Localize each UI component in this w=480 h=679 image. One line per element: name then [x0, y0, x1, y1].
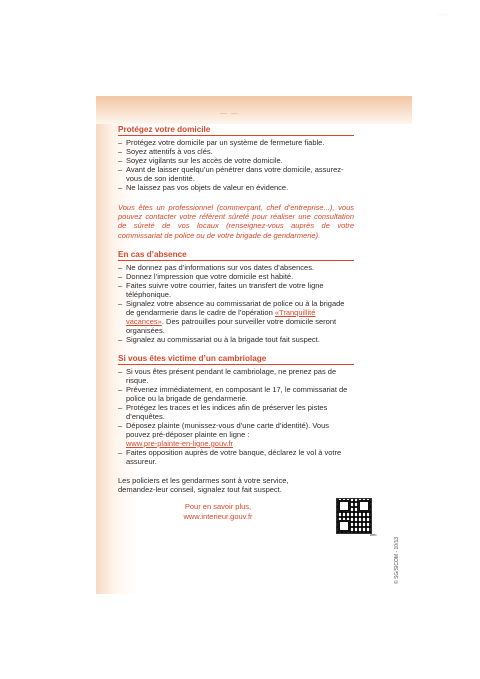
- protect-list: [118, 138, 354, 192]
- closing-text: Les policiers et les gendarmes sont à votre service, demandez-leur conseil, signalez tout fait suspect.: [118, 475, 289, 495]
- list-item: – Faites suivre votre courrier, faites un transfert de votre ligne téléphonique.: [118, 281, 354, 299]
- list-item: – Signalez au commissariat ou à la brigade tout fait suspect.: [118, 335, 354, 344]
- section-title-victim: Si vous êtes victime d’un cambriolage: [118, 354, 354, 365]
- plainte-text: Déposez plainte (munissez-vous d’une carte d’identité). Vous pouvez pré-déposer plainte en ligne :: [126, 420, 330, 439]
- section-title-absence: En cas d’absence: [118, 250, 354, 261]
- leaflet-content: [118, 125, 354, 521]
- list-item: – Ne laissez pas vos objets de valeur en évidence.: [118, 183, 354, 192]
- qr-code[interactable]: [336, 498, 372, 534]
- qr-finder-icon: [338, 520, 350, 532]
- list-item: [118, 299, 354, 335]
- list-item: – Protégez votre domicile par un système de fermeture fiable.: [118, 138, 354, 147]
- list-item: [118, 421, 354, 448]
- tranquillite-vacances-link[interactable]: «Tranquillité vacances»: [126, 307, 316, 326]
- victim-list: [118, 367, 354, 466]
- side-credit: © SG/SICOM - 10/13: [394, 536, 400, 584]
- list-item: – Donnez l’impression que votre domicile est habité.: [118, 272, 354, 281]
- vacances-text-before: Signalez votre absence au commissariat de police ou à la brigade de gendarmerie dans le cadre de l’opération: [126, 298, 345, 317]
- qr-finder-icon: [338, 500, 350, 512]
- list-item: – Soyez attentifs à vos clés.: [118, 147, 354, 156]
- list-item: – Si vous êtes présent pendant le cambriolage, ne prenez pas de risque.: [118, 367, 354, 385]
- header-band: [96, 96, 412, 124]
- more-info-label: Pour en savoir plus,: [184, 502, 252, 512]
- qr-label: web: [370, 533, 377, 537]
- list-item: – Prévenez immédiatement, en composant le 17, le commissariat de police ou la brigade de gendarmerie.: [118, 385, 354, 403]
- vacances-text-after: . Des patrouilles pour surveiller votre domicile seront organisées.: [126, 316, 337, 335]
- more-info: [118, 502, 318, 521]
- qr-finder-icon: [358, 500, 370, 512]
- section-title-protect: Protégez votre domicile: [118, 125, 354, 136]
- leaflet-card: [96, 96, 412, 594]
- list-item: – Avant de laisser quelqu’un pénétrer dans votre domicile, assurez-vous de son identité.: [118, 165, 354, 183]
- list-item: – Soyez vigilants sur les accès de votre domicile.: [118, 156, 354, 165]
- professional-note: Vous êtes un professionnel (commerçant, chef d’entreprise...), vous pouvez contacter votre référent sûreté pour réaliser une consultation de sûreté de vos locaux (renseignez-vous auprès de votre commissariat de police ou de votre brigade de gendarmerie).: [118, 203, 354, 240]
- absence-list: [118, 263, 354, 344]
- interieur-link[interactable]: www.interieur.gouv.fr: [183, 511, 253, 521]
- list-item: – Ne donnez pas d’informations sur vos dates d’absences.: [118, 263, 354, 272]
- list-item: – Protégez les traces et les indices afin de préserver les pistes d’enquêtes.: [118, 403, 354, 421]
- band-text: — —: [220, 110, 239, 117]
- pre-plainte-link[interactable]: www.pre-plainte-en-ligne.gouv.fr: [126, 438, 233, 448]
- list-item: – Faites opposition auprès de votre banque, déclarez le vol à votre assureur.: [118, 448, 354, 466]
- page-mark: · · · ·: [437, 12, 448, 18]
